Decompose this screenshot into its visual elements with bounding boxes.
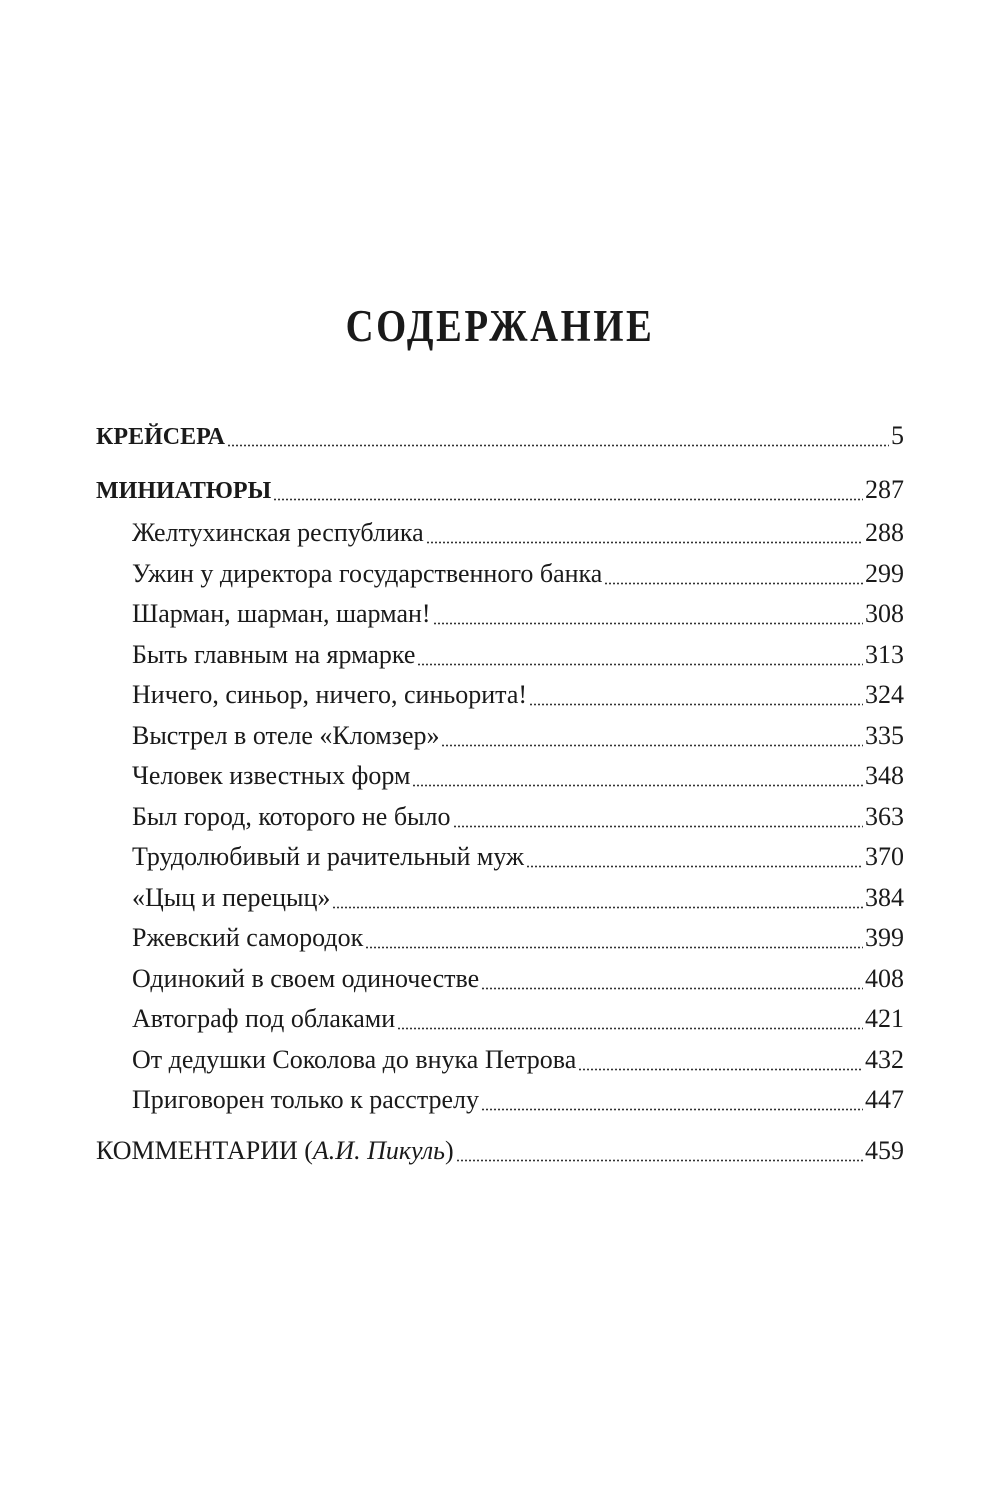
dot-leader: [433, 622, 863, 625]
toc-item[interactable]: [132, 677, 904, 713]
comments-close-paren: ): [445, 1136, 454, 1165]
toc-section-title: МИНИАТЮРЫ: [96, 478, 272, 504]
toc-item[interactable]: [132, 1001, 904, 1037]
dot-leader: [526, 865, 863, 868]
toc-item[interactable]: [132, 920, 904, 956]
toc-page-number: 432: [865, 1045, 904, 1074]
toc-item-title: Человек известных форм: [132, 761, 411, 790]
toc-item-title: Желтухинская республика: [132, 518, 424, 547]
toc-item[interactable]: [132, 596, 904, 632]
toc-item-title: Одинокий в своем одиночестве: [132, 964, 480, 993]
toc-page-number: 5: [891, 421, 904, 450]
dot-leader: [273, 498, 863, 501]
dot-leader: [578, 1068, 863, 1071]
dot-leader: [456, 1159, 863, 1162]
toc-page-number: 299: [865, 559, 904, 588]
dot-leader: [397, 1027, 863, 1030]
dot-leader: [481, 987, 863, 990]
toc-item[interactable]: [132, 556, 904, 592]
toc-item[interactable]: [132, 839, 904, 875]
toc-item-title: Быть главным на ярмарке: [132, 640, 416, 669]
toc-item[interactable]: [132, 961, 904, 997]
toc-page-number: 363: [865, 802, 904, 831]
toc-item-title: От дедушки Соколова до внука Петрова: [132, 1045, 577, 1074]
toc-item[interactable]: [132, 1042, 904, 1078]
dot-leader: [604, 582, 863, 585]
toc-section-miniatyury[interactable]: [96, 472, 904, 508]
toc-item-title: Автограф под облаками: [132, 1004, 396, 1033]
toc-comments-title: [96, 1133, 454, 1169]
toc-item[interactable]: [132, 718, 904, 754]
toc-page-number: 399: [865, 923, 904, 952]
toc-section-title: КРЕЙСЕРА: [96, 424, 225, 450]
dot-leader: [529, 703, 863, 706]
toc-page-number: 288: [865, 518, 904, 547]
toc-item-title: Ужин у директора государственного банка: [132, 559, 603, 588]
dot-leader: [412, 784, 863, 787]
toc-page-number: 335: [865, 721, 904, 750]
toc-page-number: 384: [865, 883, 904, 912]
toc-item[interactable]: [132, 515, 904, 551]
toc-item-title: Выстрел в отеле «Кломзер»: [132, 721, 440, 750]
toc-page-number: 408: [865, 964, 904, 993]
toc-page-number: 370: [865, 842, 904, 871]
toc-page-number: 459: [865, 1136, 904, 1165]
toc-item-title: Приговорен только к расстрелу: [132, 1085, 480, 1114]
toc-comments[interactable]: [96, 1133, 904, 1169]
toc-item[interactable]: [132, 637, 904, 673]
toc-item[interactable]: [132, 799, 904, 835]
dot-leader: [227, 444, 889, 447]
toc-item[interactable]: [132, 758, 904, 794]
toc-item-title: Ничего, синьор, ничего, синьорита!: [132, 680, 528, 709]
comments-label: КОММЕНТАРИИ (: [96, 1136, 313, 1165]
toc-item-title: «Цыц и перецыц»: [132, 883, 331, 912]
toc-item-title: Был город, которого не было: [132, 802, 451, 831]
toc-item-title: Шарман, шарман, шарман!: [132, 599, 431, 628]
toc-page-number: 313: [865, 640, 904, 669]
toc-section-kreysera[interactable]: [96, 418, 904, 454]
toc-page-number: 287: [865, 475, 904, 504]
toc-page-number: 308: [865, 599, 904, 628]
dot-leader: [426, 541, 863, 544]
page-title: СОДЕРЖАНИЕ: [345, 301, 655, 351]
toc-item-title: Трудолюбивый и рачительный муж: [132, 842, 525, 871]
toc-page-number: 348: [865, 761, 904, 790]
toc-item-title: Ржевский самородок: [132, 923, 364, 952]
toc-page-number: 421: [865, 1004, 904, 1033]
dot-leader: [481, 1108, 863, 1111]
dot-leader: [417, 663, 863, 666]
dot-leader: [365, 946, 863, 949]
comments-author: А.И. Пикуль: [312, 1136, 446, 1165]
toc-page-number: 447: [865, 1085, 904, 1114]
dot-leader: [332, 906, 863, 909]
dot-leader: [453, 825, 864, 828]
toc-item[interactable]: [132, 880, 904, 916]
toc-page-number: 324: [865, 680, 904, 709]
dot-leader: [441, 744, 863, 747]
toc-item[interactable]: [132, 1082, 904, 1118]
